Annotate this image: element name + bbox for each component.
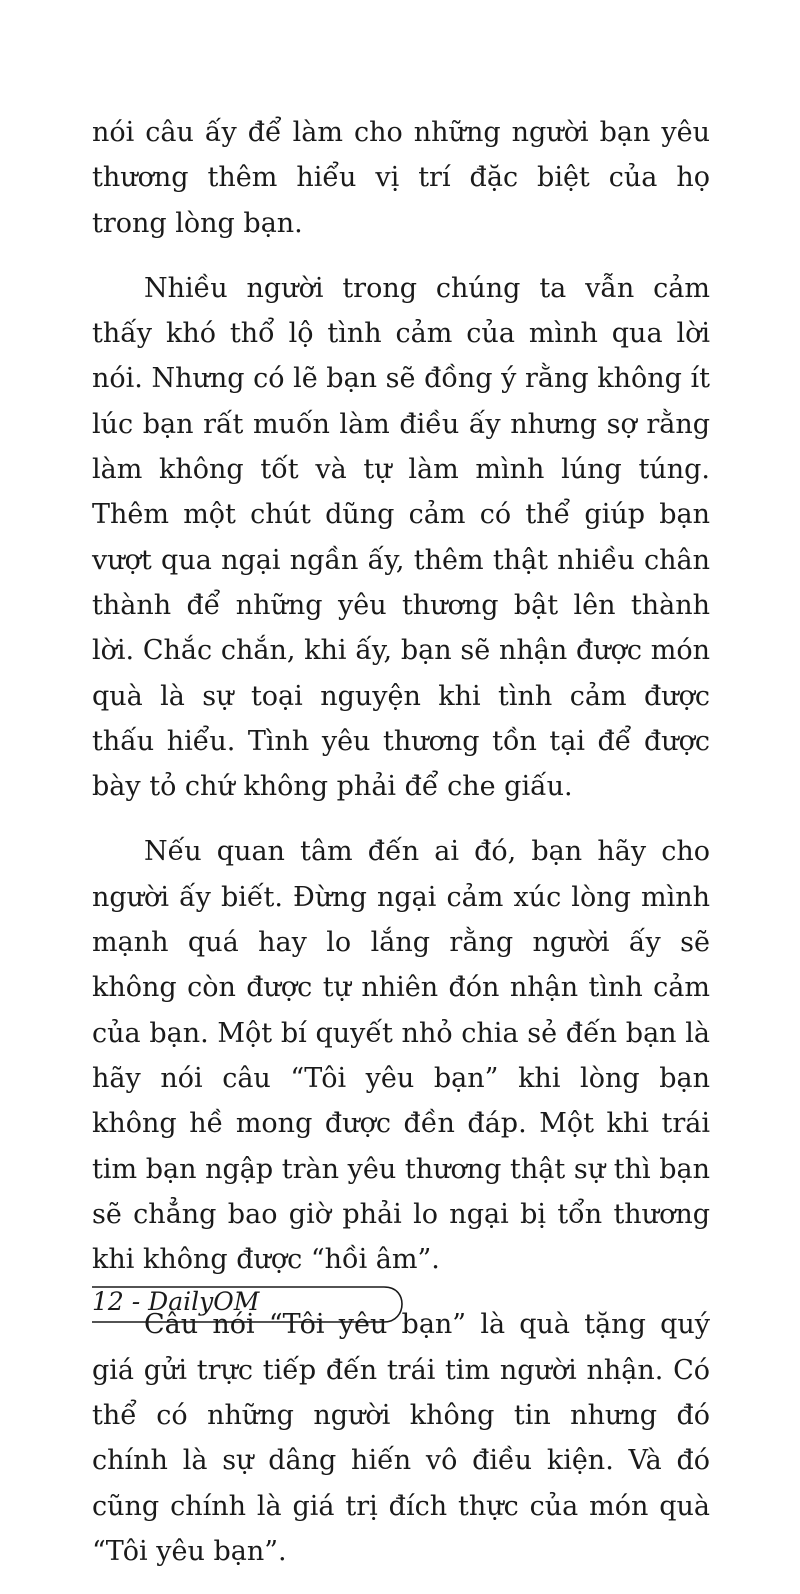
paragraph: Câu nói “Tôi yêu bạn” là quà tặng quý giá gửi trực tiếp đến trái tim người nhận. Có thể có những người không tin nhưng đó chính là sự dâng hiến vô điều kiện. Và đó cũng chính là giá trị đích thực của món quà “Tôi yêu bạn”. (92, 1309, 710, 1567)
page-body (92, 110, 710, 1594)
page-number-label: 12 - DailyOM (92, 1287, 260, 1316)
paragraph: Nhiều người trong chúng ta vẫn cảm thấy khó thổ lộ tình cảm của mình qua lời nói. Nhưng có lẽ bạn sẽ đồng ý rằng không ít lúc bạn rất muốn làm điều ấy nhưng sợ rằng làm không tốt và tự làm mình lúng túng. Thêm một chút dũng cảm có thể giúp bạn vượt qua ngại ngần ấy, thêm thật nhiều chân thành để những yêu thương bật lên thành lời. Chắc chắn, khi ấy, bạn sẽ nhận được món quà là sự toại nguyện khi tình cảm được thấu hiểu. Tình yêu thương tồn tại để được bày tỏ chứ không phải để che giấu. (92, 272, 710, 803)
page-footer (92, 1283, 404, 1327)
paragraph-continuation: nói câu ấy để làm cho những người bạn yêu thương thêm hiểu vị trí đặc biệt của họ trong lòng bạn. (92, 117, 710, 239)
paragraph: Nếu quan tâm đến ai đó, bạn hãy cho người ấy biết. Đừng ngại cảm xúc lòng mình mạnh quá hay lo lắng rằng người ấy sẽ không còn được tự nhiên đón nhận tình cảm của bạn. Một bí quyết nhỏ chia sẻ đến bạn là hãy nói câu “Tôi yêu bạn” khi lòng bạn không hề mong được đền đáp. Một khi trái tim bạn ngập tràn yêu thương thật sự thì bạn sẽ chẳng bao giờ phải lo ngại bị tổn thương khi không được “hồi âm”. (92, 836, 710, 1276)
